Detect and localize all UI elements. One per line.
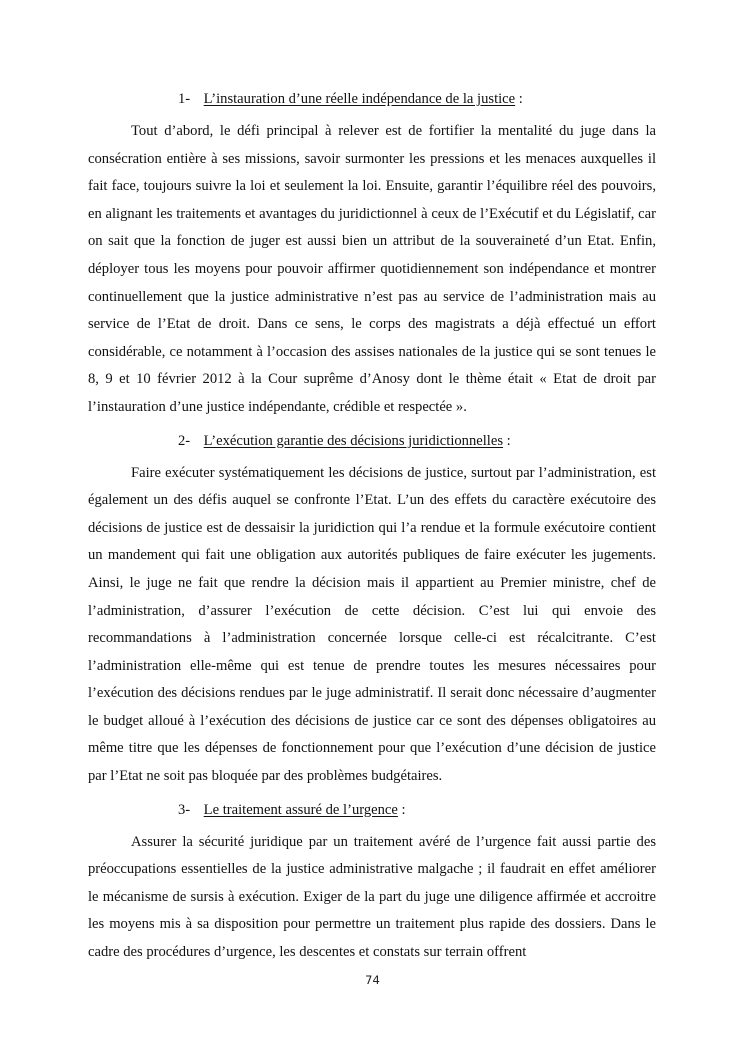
section-heading-3: [88, 797, 656, 823]
section-title-suffix: :: [515, 91, 523, 107]
section-title: L’exécution garantie des décisions juridictionnelles: [203, 432, 504, 449]
section-title: L’instauration d’une réelle indépendance de la justice: [203, 91, 516, 107]
document-page: [88, 86, 656, 973]
section-number: 1-: [178, 91, 191, 107]
section-title-suffix: :: [397, 801, 406, 818]
section-number: 3-: [178, 801, 191, 818]
section-paragraph-2: Faire exécuter systématiquement les décisions de justice, surtout par l’administration, est également un des défis auquel se confronte l’Etat. L’un des effets du caractère exécutoire des décisions de justice est de dessaisir la juridiction qui l’a rendue et la formule exécutoire contient un mandement qui fait une obligation aux autorités publiques de faire exécuter les jugements. Ainsi, le juge ne fait que rendre la décision mais il appartient au Premier ministre, chef de l’administration, d’assurer l’exécution de cette décision. C’est lui qui envoie des recommandations à l’administration concernée lorsque celle-ci est récalcitrante. C’est l’administration elle-même qui est tenue de prendre toutes les mesures nécessaires pour l’exécution des décisions rendues par le juge administratif. Il serait donc nécessaire d’augmenter le budget alloué à l’exécution des décisions de justice car ce sont des dépenses obligatoires au même titre que les dépenses de fonctionnement pour que l’exécution d’une décision de justice par l’Etat ne soit pas bloquée par des problèmes budgétaires.: [88, 464, 656, 785]
section-paragraph-1: Tout d’abord, le défi principal à relever est de fortifier la mentalité du juge dans la consécration entière à ses missions, savoir surmonter les pressions et les menaces auxquelles il fait face, toujours suivre la loi et seulement la loi. Ensuite, garantir l’équilibre réel des pouvoirs, en alignant les traitements et avantages du juridictionnel à ceux de l’Exécutif et du Législatif, car on sait que la fonction de juger est aussi bien un attribut de la souveraineté d’un Etat. Enfin, déployer tous les moyens pour pouvoir affirmer quotidiennement son indépendance et montrer continuellement que la justice administrative n’est pas au service de l’administration mais au service de l’Etat de droit. Dans ce sens, le corps des magistrats a déjà effectué un effort considérable, ce notamment à l’occasion des assises nationales de la justice qui se sont tenues le 8, 9 et 10 février 2012 à la Cour suprême d’Anosy dont le thème était « Etat de droit par l’instauration d’une justice indépendante, crédible et respectée ».: [88, 123, 656, 415]
section-title-suffix: :: [503, 432, 511, 449]
section-title: Le traitement assuré de l’urgence: [203, 801, 398, 818]
page-number: 74: [365, 973, 380, 987]
section-number: 2-: [178, 432, 191, 449]
section-heading-1: [88, 86, 656, 112]
section-paragraph-3: Assurer la sécurité juridique par un traitement avéré de l’urgence fait aussi partie des préoccupations essentielles de la justice administrative malgache ; il faudrait en effet améliorer le mécanisme de sursis à exécution. Exiger de la part du juge une diligence affirmée et accroitre les moyens mis à sa disposition pour permettre un traitement plus rapide des dossiers. Dans le cadre des procédures d’urgence, les descentes et constats sur terrain offrent: [88, 833, 656, 961]
section-heading-2: [88, 428, 656, 454]
